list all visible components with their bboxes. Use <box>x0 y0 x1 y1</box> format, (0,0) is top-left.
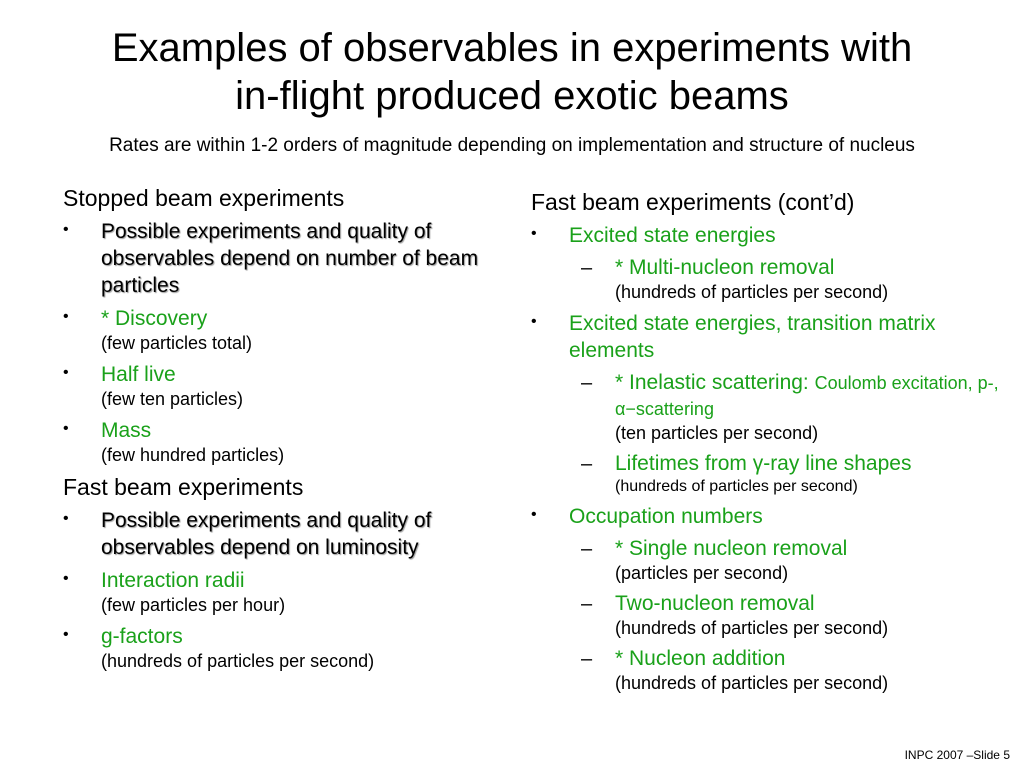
bullet-icon: • <box>63 510 69 527</box>
list-item <box>531 310 1011 364</box>
item-text: Interaction radii <box>101 569 245 592</box>
slide-subtitle: Rates are within 1-2 orders of magnitude depending on implementation and structure of nucleus <box>109 135 915 156</box>
bullet-icon: • <box>63 626 69 643</box>
list-item <box>531 503 1011 530</box>
sub-item-text-a: * Inelastic scattering: <box>615 371 815 394</box>
bullet-icon: • <box>63 364 69 381</box>
stopped-beam-heading: Stopped beam experiments <box>63 185 345 211</box>
list-item <box>63 218 503 299</box>
sub-item-note: (ten particles per second) <box>615 423 819 443</box>
right-column <box>531 188 1011 701</box>
sub-item-text: * Single nucleon removal <box>615 537 848 560</box>
sub-item-note: (hundreds of particles per second) <box>615 478 858 495</box>
sub-item-text <box>615 370 1011 422</box>
bullet-icon: • <box>63 570 69 587</box>
title-line-2: in-flight produced exotic beams <box>235 74 789 118</box>
sub-item-text: Lifetimes from γ-ray line shapes <box>615 452 912 475</box>
fast-beam-heading: Fast beam experiments <box>63 474 304 500</box>
sub-item <box>531 255 1011 304</box>
sub-item-text: Two-nucleon removal <box>615 592 815 615</box>
sub-item-note: (hundreds of particles per second) <box>615 673 889 693</box>
sub-item <box>531 451 1011 497</box>
list-item <box>63 507 503 561</box>
fast-beam-cont-heading: Fast beam experiments (cont’d) <box>531 189 855 215</box>
sub-item <box>531 370 1011 445</box>
left-column <box>63 184 503 679</box>
dash-icon: – <box>581 453 593 475</box>
sub-item-text-b: Coulomb excitation, p-, α−scattering <box>615 373 999 419</box>
item-text: Possible experiments and quality of observables depend on number of beam particles <box>101 220 479 297</box>
sub-item <box>531 591 1011 640</box>
slide-title <box>0 24 1024 120</box>
list-item <box>531 222 1011 249</box>
item-note: (few ten particles) <box>101 389 244 409</box>
bullet-icon: • <box>63 420 69 437</box>
bullet-icon: • <box>63 221 69 238</box>
list-item <box>63 417 503 467</box>
title-line-1: Examples of observables in experiments with <box>111 26 913 70</box>
list-item <box>63 361 503 411</box>
dash-icon: – <box>581 372 593 394</box>
slide-footer: INPC 2007 –Slide 5 <box>904 748 1010 762</box>
item-note: (few particles per hour) <box>101 595 286 615</box>
dash-icon: – <box>581 593 593 615</box>
sub-item-text: * Nucleon addition <box>615 647 786 670</box>
item-text: Occupation numbers <box>569 505 763 528</box>
sub-item-note: (hundreds of particles per second) <box>615 282 889 302</box>
dash-icon: – <box>581 257 593 279</box>
bullet-icon: • <box>531 313 537 330</box>
item-text: Half live <box>101 363 176 386</box>
list-item <box>63 623 503 673</box>
sub-item <box>531 646 1011 695</box>
item-text: Excited state energies, transition matrix elements <box>569 312 936 362</box>
item-text: Mass <box>101 419 152 442</box>
sub-item-text: * Multi-nucleon removal <box>615 256 835 279</box>
item-text: Excited state energies <box>569 224 776 247</box>
sub-item <box>531 536 1011 585</box>
item-note: (few particles total) <box>101 333 253 353</box>
bullet-icon: • <box>531 506 537 523</box>
dash-icon: – <box>581 648 593 670</box>
item-note: (few hundred particles) <box>101 445 285 465</box>
sub-item-note: (particles per second) <box>615 563 789 583</box>
sub-item-note: (hundreds of particles per second) <box>615 618 889 638</box>
item-text: Possible experiments and quality of observables depend on luminosity <box>101 509 432 559</box>
item-note: (hundreds of particles per second) <box>101 651 375 671</box>
item-text: g-factors <box>101 625 183 648</box>
list-item <box>63 567 503 617</box>
item-text: * Discovery <box>101 307 208 330</box>
dash-icon: – <box>581 538 593 560</box>
bullet-icon: • <box>63 308 69 325</box>
list-item <box>63 305 503 355</box>
bullet-icon: • <box>531 225 537 242</box>
